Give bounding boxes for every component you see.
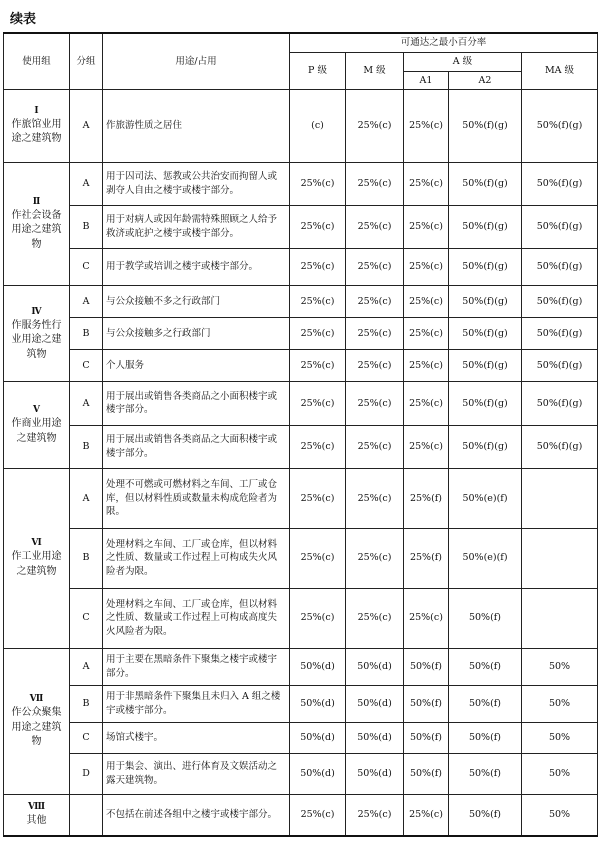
use-cell: 个人服务 [103, 350, 290, 382]
ma-level-cell: 50%(f)(g) [522, 90, 598, 162]
a1-level-cell: 25%(c) [404, 249, 449, 286]
header-m: M 级 [346, 52, 404, 90]
a2-level-cell: 50%(f) [449, 648, 522, 685]
m-level-cell: 25%(c) [346, 249, 404, 286]
p-level-cell: 25%(c) [290, 795, 346, 836]
a2-level-cell: 50%(f)(g) [449, 205, 522, 248]
group-name: 作公众聚集用途之建筑物 [11, 707, 62, 748]
m-level-cell: 50%(d) [346, 722, 404, 753]
header-rate-title: 可通达之最小百分率 [290, 33, 598, 52]
table-row [4, 722, 598, 753]
table-row [4, 350, 598, 382]
header-a: A 级 [404, 52, 522, 71]
header-p: P 级 [290, 52, 346, 90]
a1-level-cell: 50%(f) [404, 685, 449, 722]
a1-level-cell: 50%(f) [404, 722, 449, 753]
p-level-cell: 50%(d) [290, 648, 346, 685]
accessibility-table [3, 32, 598, 837]
a2-level-cell: 50%(f)(g) [449, 90, 522, 162]
m-level-cell: 50%(d) [346, 685, 404, 722]
table-row [4, 648, 598, 685]
table-row [4, 249, 598, 286]
header-a1: A1 [404, 71, 449, 90]
ma-level-cell: 50%(f)(g) [522, 350, 598, 382]
a1-level-cell: 25%(c) [404, 588, 449, 648]
header-a2: A2 [449, 71, 522, 90]
use-cell: 用于展出或销售各类商品之大面积楼宇或楼宇部分。 [103, 425, 290, 468]
p-level-cell: 50%(d) [290, 685, 346, 722]
subgroup-cell: A [70, 382, 103, 425]
use-cell: 不包括在前述各组中之楼宇或楼宇部分。 [103, 795, 290, 836]
subgroup-cell: A [70, 286, 103, 318]
a2-level-cell: 50%(f) [449, 795, 522, 836]
ma-level-cell: 50%(f)(g) [522, 318, 598, 350]
header-ma: MA 级 [522, 52, 598, 90]
group-numeral: Ⅳ [31, 306, 42, 317]
use-cell: 场馆式楼宇。 [103, 722, 290, 753]
p-level-cell: 25%(c) [290, 528, 346, 588]
table-row [4, 205, 598, 248]
m-level-cell: 25%(c) [346, 90, 404, 162]
subgroup-cell: A [70, 648, 103, 685]
m-level-cell: 25%(c) [346, 588, 404, 648]
table-row [4, 90, 598, 162]
use-cell: 与公众接触不多之行政部门 [103, 286, 290, 318]
subgroup-cell: D [70, 753, 103, 794]
a2-level-cell: 50%(e)(f) [449, 469, 522, 529]
table-row [4, 382, 598, 425]
subgroup-cell: B [70, 318, 103, 350]
p-level-cell: 50%(d) [290, 722, 346, 753]
m-level-cell: 25%(c) [346, 350, 404, 382]
group-cell [4, 286, 70, 382]
ma-level-cell: 50% [522, 722, 598, 753]
a1-level-cell: 50%(f) [404, 753, 449, 794]
use-cell: 处理不可燃或可燃材料之车间、工厂或仓库，但以材料性质或数量未构成危险者为限。 [103, 469, 290, 529]
subgroup-cell: B [70, 425, 103, 468]
p-level-cell: 25%(c) [290, 469, 346, 529]
ma-level-cell [522, 469, 598, 529]
header-subgroup: 分组 [70, 33, 103, 90]
table-row [4, 685, 598, 722]
m-level-cell: 25%(c) [346, 469, 404, 529]
ma-level-cell: 50% [522, 685, 598, 722]
use-cell: 用于主要在黑暗条件下聚集之楼宇或楼宇部分。 [103, 648, 290, 685]
m-level-cell: 50%(d) [346, 648, 404, 685]
table-row [4, 795, 598, 836]
p-level-cell: 25%(c) [290, 249, 346, 286]
group-cell [4, 469, 70, 649]
subgroup-cell: C [70, 588, 103, 648]
subgroup-cell: C [70, 249, 103, 286]
ma-level-cell: 50% [522, 648, 598, 685]
p-level-cell: 25%(c) [290, 318, 346, 350]
group-cell [4, 90, 70, 162]
a2-level-cell: 50%(f)(g) [449, 350, 522, 382]
p-level-cell: 25%(c) [290, 382, 346, 425]
m-level-cell: 25%(c) [346, 425, 404, 468]
ma-level-cell: 50%(f)(g) [522, 205, 598, 248]
table-row [4, 753, 598, 794]
table-row [4, 469, 598, 529]
m-level-cell: 25%(c) [346, 205, 404, 248]
p-level-cell: 25%(c) [290, 425, 346, 468]
ma-level-cell: 50% [522, 753, 598, 794]
a1-level-cell: 25%(c) [404, 90, 449, 162]
p-level-cell: (c) [290, 90, 346, 162]
group-cell [4, 795, 70, 836]
use-cell: 用于对病人或因年龄需特殊照顾之人给予救济或庇护之楼宇或楼宇部分。 [103, 205, 290, 248]
use-cell: 处理材料之车间、工厂或仓库，但以材料之性质、数量或工作过程上可构成高度失火风险者为限。 [103, 588, 290, 648]
group-numeral: Ⅵ [31, 538, 42, 549]
use-cell: 用于集会、演出、进行体育及文娱活动之露天建筑物。 [103, 753, 290, 794]
table-row [4, 588, 598, 648]
a2-level-cell: 50%(f)(g) [449, 425, 522, 468]
a1-level-cell: 25%(c) [404, 350, 449, 382]
p-level-cell: 25%(c) [290, 286, 346, 318]
group-numeral: Ⅷ [27, 802, 46, 813]
subgroup-cell: A [70, 469, 103, 529]
m-level-cell: 50%(d) [346, 753, 404, 794]
use-cell: 作旅游性质之居住 [103, 90, 290, 162]
group-numeral: Ⅱ [32, 196, 41, 207]
table-body [4, 90, 598, 836]
m-level-cell: 25%(c) [346, 795, 404, 836]
p-level-cell: 25%(c) [290, 588, 346, 648]
group-name: 作旅馆业用途之建筑物 [11, 118, 62, 145]
ma-level-cell: 50%(f)(g) [522, 162, 598, 205]
subgroup-cell: B [70, 205, 103, 248]
a1-level-cell: 25%(c) [404, 318, 449, 350]
group-numeral: Ⅴ [33, 405, 40, 416]
m-level-cell: 25%(c) [346, 318, 404, 350]
a1-level-cell: 25%(c) [404, 205, 449, 248]
a1-level-cell: 50%(f) [404, 648, 449, 685]
ma-level-cell: 50% [522, 795, 598, 836]
p-level-cell: 25%(c) [290, 350, 346, 382]
a1-level-cell: 25%(c) [404, 795, 449, 836]
subgroup-cell [70, 795, 103, 836]
a2-level-cell: 50%(f) [449, 685, 522, 722]
a2-level-cell: 50%(f) [449, 588, 522, 648]
a1-level-cell: 25%(c) [404, 286, 449, 318]
ma-level-cell: 50%(f)(g) [522, 425, 598, 468]
ma-level-cell [522, 528, 598, 588]
subgroup-cell: A [70, 90, 103, 162]
m-level-cell: 25%(c) [346, 382, 404, 425]
a2-level-cell: 50%(f)(g) [449, 249, 522, 286]
group-cell [4, 648, 70, 795]
table-row [4, 162, 598, 205]
p-level-cell: 25%(c) [290, 162, 346, 205]
table-row [4, 286, 598, 318]
a2-level-cell: 50%(e)(f) [449, 528, 522, 588]
subgroup-cell: B [70, 685, 103, 722]
use-cell: 用于非黑暗条件下聚集且未归入 A 组之楼宇或楼宇部分。 [103, 685, 290, 722]
p-level-cell: 50%(d) [290, 753, 346, 794]
a1-level-cell: 25%(f) [404, 528, 449, 588]
header-use: 用途/占用 [103, 33, 290, 90]
subgroup-cell: B [70, 528, 103, 588]
group-cell [4, 382, 70, 469]
subgroup-cell: A [70, 162, 103, 205]
table-caption: 续表 [10, 12, 37, 27]
use-cell: 用于教学或培训之楼宇或楼宇部分。 [103, 249, 290, 286]
a1-level-cell: 25%(c) [404, 162, 449, 205]
use-cell: 处理材料之车间、工厂或仓库，但以材料之性质、数量或工作过程上可构成失火风险者为限。 [103, 528, 290, 588]
a2-level-cell: 50%(f) [449, 722, 522, 753]
table-row [4, 425, 598, 468]
a1-level-cell: 25%(c) [404, 425, 449, 468]
group-numeral: Ⅶ [29, 694, 44, 705]
group-cell [4, 162, 70, 286]
group-name: 其他 [26, 815, 47, 827]
use-cell: 与公众接触多之行政部门 [103, 318, 290, 350]
table-row [4, 318, 598, 350]
ma-level-cell: 50%(f)(g) [522, 382, 598, 425]
p-level-cell: 25%(c) [290, 205, 346, 248]
ma-level-cell [522, 588, 598, 648]
group-name: 作商业用途之建筑物 [11, 418, 62, 444]
header-group: 使用组 [4, 33, 70, 90]
a2-level-cell: 50%(f)(g) [449, 286, 522, 318]
use-cell: 用于囚司法、惩教或公共治安而拘留人或剥夺人自由之楼宇或楼宇部分。 [103, 162, 290, 205]
a1-level-cell: 25%(c) [404, 382, 449, 425]
group-numeral: Ⅰ [34, 105, 39, 116]
subgroup-cell: C [70, 722, 103, 753]
group-name: 作工业用途之建筑物 [11, 551, 62, 577]
table-row [4, 528, 598, 588]
group-name: 作服务性行业用途之建筑物 [11, 319, 62, 360]
a2-level-cell: 50%(f)(g) [449, 382, 522, 425]
group-name: 作社会设备用途之建筑物 [11, 209, 62, 250]
a1-level-cell: 25%(f) [404, 469, 449, 529]
subgroup-cell: C [70, 350, 103, 382]
a2-level-cell: 50%(f) [449, 753, 522, 794]
m-level-cell: 25%(c) [346, 286, 404, 318]
a2-level-cell: 50%(f)(g) [449, 318, 522, 350]
ma-level-cell: 50%(f)(g) [522, 286, 598, 318]
ma-level-cell: 50%(f)(g) [522, 249, 598, 286]
use-cell: 用于展出或销售各类商品之小面积楼宇或楼宇部分。 [103, 382, 290, 425]
m-level-cell: 25%(c) [346, 162, 404, 205]
m-level-cell: 25%(c) [346, 528, 404, 588]
a2-level-cell: 50%(f)(g) [449, 162, 522, 205]
